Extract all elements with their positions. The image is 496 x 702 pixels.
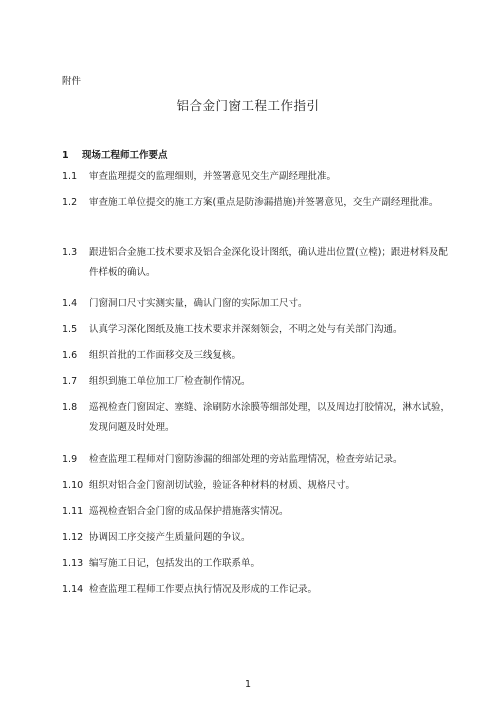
item-number: 1.3: [62, 247, 78, 258]
item-number: 1.1: [62, 171, 78, 182]
list-item: [62, 167, 454, 187]
item-text: 检查监理工程师对门窗防渗漏的细部处理的旁站监理情况，检查旁站记录。: [89, 454, 403, 465]
list-item: [62, 243, 454, 283]
item-text: 巡视检查铝合金门窗的成品保护措施落实情况。: [89, 506, 289, 517]
item-number: 1.12: [62, 532, 84, 543]
item-text: 组织到施工单位加工厂检查制作情况。: [89, 376, 251, 387]
item-text: 认真学习深化图纸及施工技术要求并深刻领会，不明之处与有关部门沟通。: [89, 324, 403, 335]
list-item: [62, 346, 454, 366]
document-title: 铝合金门窗工程工作指引: [176, 98, 320, 113]
list-item: [62, 450, 454, 470]
list-item: [62, 372, 454, 392]
item-number: 1.10: [62, 480, 84, 491]
list-item: [62, 502, 454, 522]
item-text: 巡视检查门窗固定、塞缝、涂刷防水涂膜等细部处理，以及周边打胶情况，淋水试验，发现问题及时处理。: [89, 402, 451, 433]
item-number: 1.14: [62, 584, 84, 595]
item-text: 检查监理工程师工作要点执行情况及形成的工作记录。: [89, 584, 318, 595]
list-item: [62, 554, 454, 574]
item-number: 1.8: [62, 402, 78, 413]
list-item: [62, 193, 454, 213]
section-number: 1: [62, 150, 69, 161]
list-item: [62, 398, 454, 438]
item-text: 协调因工序交接产生质量问题的争议。: [89, 532, 251, 543]
item-number: 1.13: [62, 558, 84, 569]
item-text: 组织首批的工作面移交及三线复核。: [89, 350, 242, 361]
item-number: 1.9: [62, 454, 78, 465]
item-text: 审查施工单位提交的施工方案(重点是防渗漏措施)并签署意见，交生产副经理批准。: [89, 197, 439, 208]
item-number: 1.2: [62, 197, 78, 208]
section-heading: [62, 147, 168, 161]
list-item: [62, 320, 454, 340]
item-number: 1.4: [62, 298, 78, 309]
item-number: 1.5: [62, 324, 78, 335]
list-item: [62, 476, 454, 496]
item-text: 跟进铝合金施工技术要求及铝合金深化设计图纸，确认进出位置(立樘)；跟进材料及配件样板的确认。: [89, 247, 448, 278]
item-text: 门窗洞口尺寸实测实量，确认门窗的实际加工尺寸。: [89, 298, 308, 309]
page-number: 1: [244, 679, 252, 690]
item-number: 1.11: [62, 506, 84, 517]
list-item: [62, 294, 454, 314]
item-text: 组织对铝合金门窗剖切试验，验证各种材料的材质、规格尺寸。: [89, 480, 356, 491]
list-item: [62, 528, 454, 548]
item-number: 1.6: [62, 350, 78, 361]
attachment-label: 附件: [62, 76, 82, 87]
item-text: 审查监理提交的监理细则，并签署意见交生产副经理批准。: [89, 171, 337, 182]
list-item: [62, 580, 454, 600]
item-number: 1.7: [62, 376, 78, 387]
section-title: 现场工程师工作要点: [82, 150, 168, 161]
item-text: 编写施工日记，包括发出的工作联系单。: [89, 558, 261, 569]
